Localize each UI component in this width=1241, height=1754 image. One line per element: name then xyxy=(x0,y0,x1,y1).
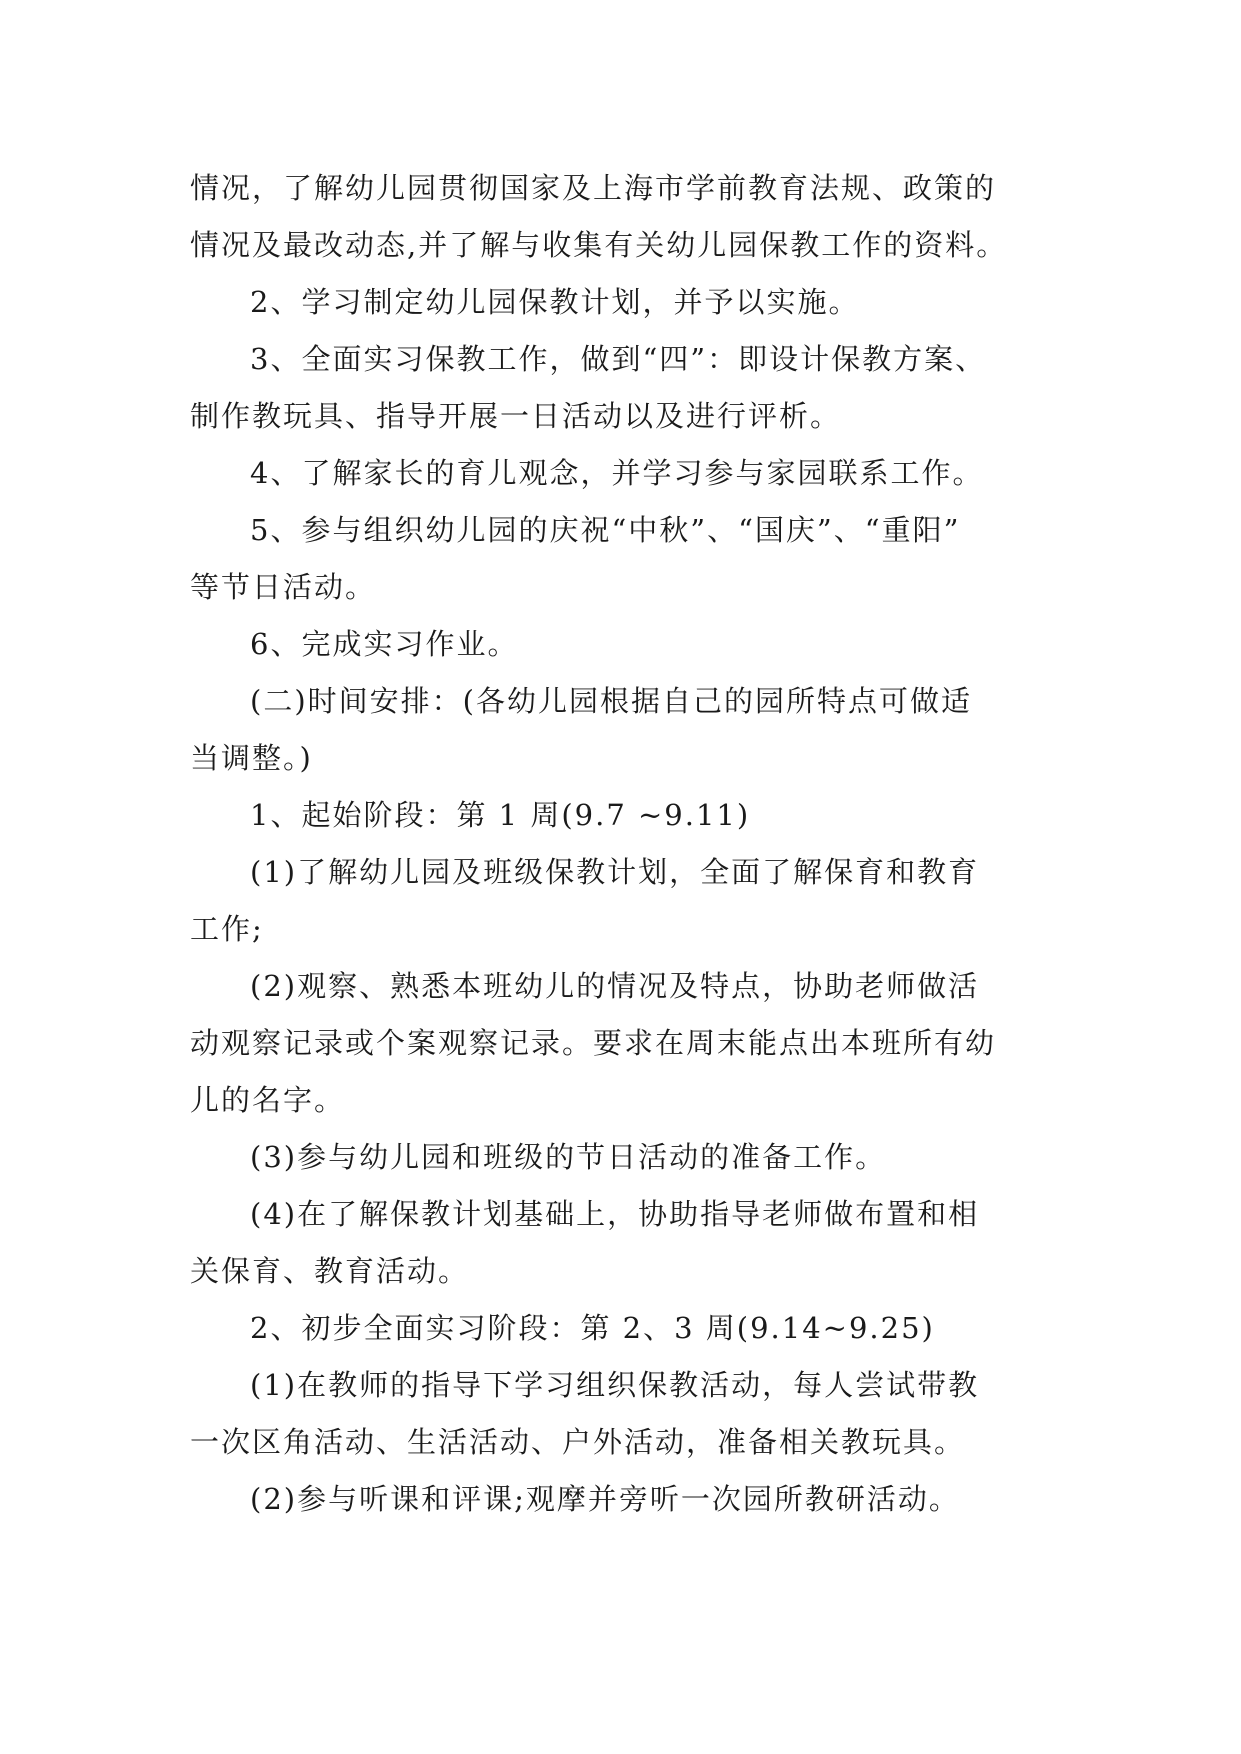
text-line: 情况，了解幼儿园贯彻国家及上海市学前教育法规、政策的 xyxy=(190,171,997,205)
document-page xyxy=(190,160,1070,1528)
text-line: (1)了解幼儿园及班级保教计划，全面了解保育和教育 xyxy=(250,855,980,889)
text-line: (3)参与幼儿园和班级的节日活动的准备工作。 xyxy=(250,1140,887,1174)
text-line: 5、参与组织幼儿园的庆祝“中秋”、“国庆”、“重阳” xyxy=(250,513,961,547)
paragraph xyxy=(190,502,1070,616)
text-line: 关保育、教育活动。 xyxy=(190,1254,470,1288)
paragraph xyxy=(190,673,1070,787)
text-line: 2、初步全面实习阶段：第 2、3 周(9.14~9.25) xyxy=(250,1311,935,1345)
text-line: 一次区角活动、生活活动、户外活动，准备相关教玩具。 xyxy=(190,1425,966,1459)
paragraph xyxy=(190,331,1070,445)
paragraph xyxy=(190,445,1070,502)
text-line: 6、完成实习作业。 xyxy=(250,627,519,661)
paragraph xyxy=(190,844,1070,958)
text-line: 工作; xyxy=(190,912,264,946)
text-line: 制作教玩具、指导开展一日活动以及进行评析。 xyxy=(190,399,842,433)
text-line: 2、学习制定幼儿园保教计划，并予以实施。 xyxy=(250,285,860,319)
paragraph xyxy=(190,1471,1070,1528)
paragraph xyxy=(190,787,1070,844)
text-line: 当调整。) xyxy=(190,741,313,775)
text-line: 等节日活动。 xyxy=(190,570,377,604)
text-line: (4)在了解保教计划基础上，协助指导老师做布置和相 xyxy=(250,1197,980,1231)
text-line: 儿的名字。 xyxy=(190,1083,346,1117)
text-line: 情况及最改动态,并了解与收集有关幼儿园保教工作的资料。 xyxy=(190,228,1008,262)
paragraph xyxy=(190,1186,1070,1300)
text-line: (1)在教师的指导下学习组织保教活动，每人尝试带教 xyxy=(250,1368,980,1402)
text-line: 4、了解家长的育儿观念，并学习参与家园联系工作。 xyxy=(250,456,984,490)
text-line: (2)观察、熟悉本班幼儿的情况及特点，协助老师做活 xyxy=(250,969,980,1003)
paragraph xyxy=(190,958,1070,1129)
paragraph xyxy=(190,1357,1070,1471)
paragraph xyxy=(190,1300,1070,1357)
paragraph xyxy=(190,160,1070,274)
text-line: 3、全面实习保教工作，做到“四”：即设计保教方案、 xyxy=(250,342,987,376)
text-line: 动观察记录或个案观察记录。要求在周末能点出本班所有幼 xyxy=(190,1026,997,1060)
text-line: 1、起始阶段：第 1 周(9.7 ~9.11) xyxy=(250,798,751,832)
paragraph xyxy=(190,274,1070,331)
text-line: (2)参与听课和评课;观摩并旁听一次园所教研活动。 xyxy=(250,1482,960,1516)
paragraph xyxy=(190,616,1070,673)
paragraph xyxy=(190,1129,1070,1186)
text-line: (二)时间安排：(各幼儿园根据自己的园所特点可做适 xyxy=(250,684,972,718)
